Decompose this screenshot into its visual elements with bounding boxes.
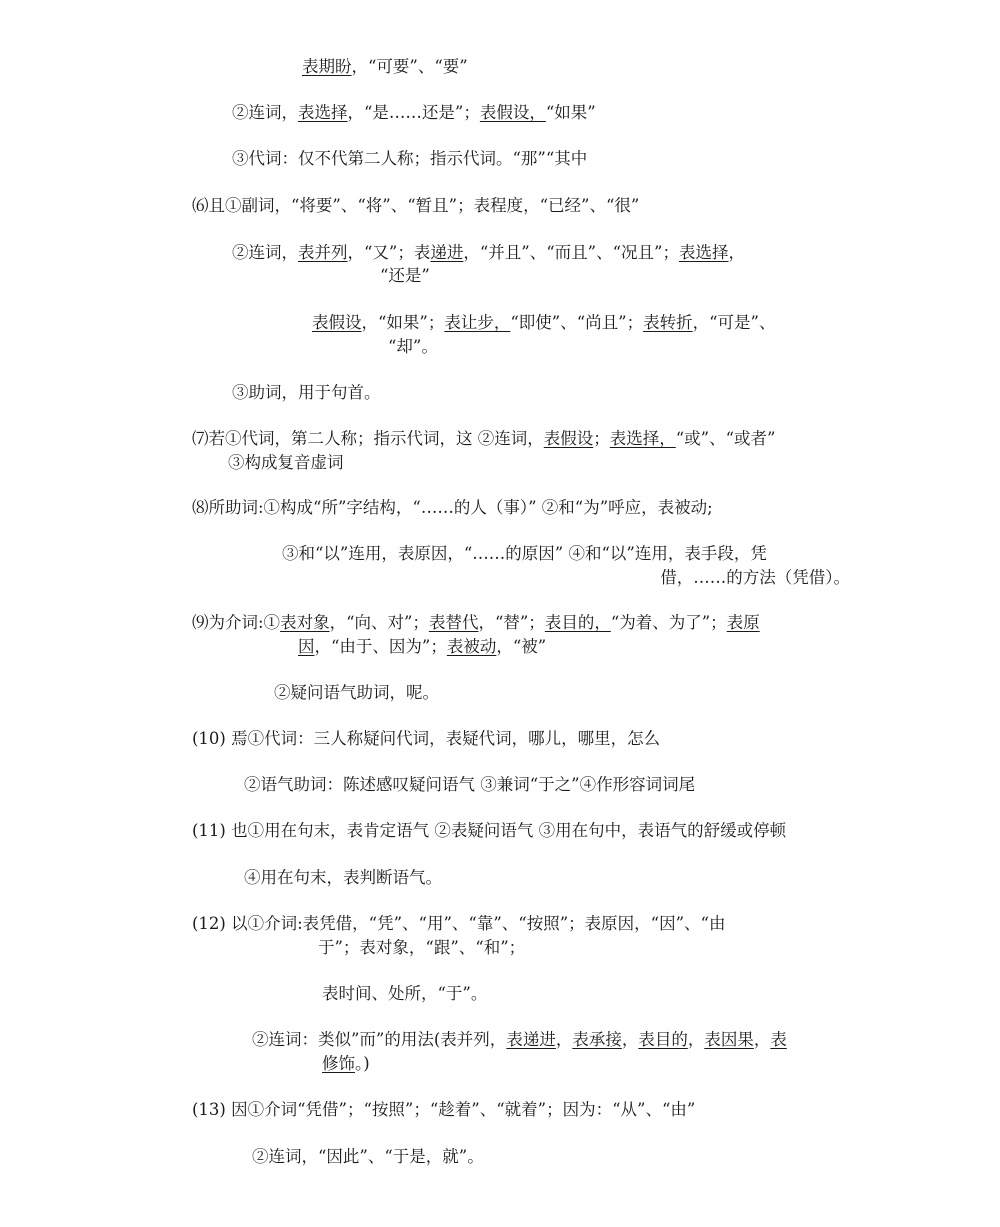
underlined-term: 表递进 <box>506 1030 556 1049</box>
text-run: ②连词：类似”而”的用法(表并列， <box>252 1030 507 1049</box>
entry-line <box>302 56 468 78</box>
text-run: “即使”、“尚且”； <box>510 313 644 332</box>
underlined-term: 表转折 <box>643 313 693 332</box>
text-run: 于”；表对象，“跟”、“和”； <box>318 938 526 957</box>
text-run: ，“是……还是”； <box>347 103 480 122</box>
text-run: “却”。 <box>388 337 438 356</box>
text-run: “还是” <box>380 266 430 285</box>
entry-line <box>252 1029 787 1051</box>
text-run: ⑼为介词:① <box>192 613 281 632</box>
text-run: ，“被” <box>496 637 547 656</box>
text-run: 借，……的方法（凭借）。 <box>660 568 850 587</box>
underlined-term: 表期盼 <box>302 57 352 76</box>
underlined-term: 修饰 <box>322 1054 355 1073</box>
underlined-term: 表对象 <box>280 613 330 632</box>
entry-line <box>388 336 438 358</box>
entry-line <box>192 913 725 935</box>
entry-line <box>244 774 695 796</box>
underlined-term: 表承接 <box>572 1030 622 1049</box>
entry-line <box>232 148 587 170</box>
underlined-term: 表因果 <box>704 1030 754 1049</box>
entry-line <box>192 497 713 519</box>
entry-line <box>274 682 439 704</box>
underlined-term: 表假设， <box>479 103 546 122</box>
text-run: ，“替”； <box>478 613 545 632</box>
entry-line <box>244 867 442 889</box>
text-run: (11) 也①用在句末，表肯定语气 ②表疑问语气 ③用在句中，表语气的舒缓或停顿 <box>192 821 787 840</box>
text-run: ⑹且①副词，“将要”、“将”、“暂且”；表程度，“已经”、“很” <box>192 196 640 215</box>
text-run: ④用在句末，表判断语气。 <box>244 868 442 887</box>
entry-line <box>318 937 525 959</box>
entry-line <box>660 567 850 589</box>
text-run: ③代词：仅不代第二人称；指示代词。“那”“其中 <box>232 149 588 168</box>
text-run: ， <box>621 1030 639 1049</box>
entry-line <box>232 382 381 404</box>
entry-line <box>192 820 786 842</box>
underlined-term: 表假设 <box>543 429 594 448</box>
text-run: (13) 因①介词“凭借”；“按照”；“趁着”、“就着”；因为：“从”、“由” <box>192 1100 696 1119</box>
entry-line <box>322 983 487 1005</box>
text-run: ，“可是”、 <box>692 313 776 332</box>
entry-line <box>232 102 596 124</box>
text-run: “为着、为了”； <box>610 613 727 632</box>
entry-line <box>192 1099 695 1121</box>
text-run: ②疑问语气助词，呢。 <box>274 683 439 702</box>
underlined-term: 表替代 <box>428 613 479 632</box>
text-run: ②语气助词：陈述感叹疑问语气 ③兼词“于之”④作形容词词尾 <box>244 775 696 794</box>
entry-line <box>298 636 546 658</box>
entry-line <box>380 265 430 287</box>
text-run: ③和“以”连用，表原因，“……的原因” ④和“以”连用，表手段，凭 <box>282 544 767 563</box>
underlined-term: 表目的， <box>544 613 611 632</box>
entry-line <box>282 543 767 565</box>
text-run: “如果” <box>545 103 596 122</box>
underlined-term: 表选择， <box>609 429 676 448</box>
text-run: ，“又”；表 <box>347 243 431 262</box>
text-run: ③助词，用于句首。 <box>232 383 381 402</box>
text-run: ⑺若①代词，第二人称；指示代词，这 ②连词， <box>192 429 544 448</box>
text-run: ，“可要”、“要” <box>351 57 468 76</box>
underlined-term: 因 <box>298 637 315 656</box>
entry-line <box>192 428 776 450</box>
text-run: ， <box>728 243 745 262</box>
text-run: (10) 焉①代词：三人称疑问代词，表疑代词，哪儿，哪里，怎么 <box>192 729 661 748</box>
text-run: ， <box>555 1030 573 1049</box>
text-run: (12) 以①介词:表凭借，“凭”、“用”、“靠”、“按照”；表原因，“因”、“由 <box>192 914 726 933</box>
underlined-term: 表被动 <box>446 637 497 656</box>
text-run: ②连词，“因此”、“于是，就”。 <box>252 1147 484 1166</box>
text-run: ②连词， <box>232 243 298 262</box>
underlined-term: 递进 <box>430 243 464 262</box>
underlined-term: 表目的 <box>638 1030 688 1049</box>
underlined-term: 表 <box>770 1030 787 1049</box>
text-run: ，“向、对”； <box>329 613 429 632</box>
text-run: 。) <box>355 1054 370 1073</box>
underlined-term: 表选择 <box>679 243 729 262</box>
entry-line <box>228 452 344 474</box>
entry-line <box>192 195 639 217</box>
underlined-term: 表假设 <box>312 313 362 332</box>
text-run: ③构成复音虚词 <box>228 453 344 472</box>
entry-line <box>192 612 760 634</box>
text-run: ②连词， <box>232 103 298 122</box>
text-run: ，“由于、因为”； <box>314 637 447 656</box>
underlined-term: 表让步， <box>444 313 511 332</box>
text-run: ，“如果”； <box>361 313 445 332</box>
entry-line <box>192 728 660 750</box>
text-run: ， <box>687 1030 705 1049</box>
underlined-term: 表原 <box>726 613 760 632</box>
entry-line <box>232 242 745 264</box>
entry-line <box>252 1146 484 1168</box>
entry-line <box>312 312 776 334</box>
text-run: “或”、“或者” <box>675 429 776 448</box>
text-run: ， <box>753 1030 771 1049</box>
underlined-term: 表并列 <box>298 243 348 262</box>
underlined-term: 表选择 <box>298 103 348 122</box>
entry-line <box>322 1053 370 1075</box>
text-run: ，“并且”、“而且”、“况且”； <box>463 243 679 262</box>
text-run: ； <box>593 429 610 448</box>
text-run: 表时间、处所，“于”。 <box>322 984 488 1003</box>
text-run: ⑻所助词:①构成“所”字结构，“……的人（事）” ②和“为”呼应，表被动; <box>192 498 713 517</box>
